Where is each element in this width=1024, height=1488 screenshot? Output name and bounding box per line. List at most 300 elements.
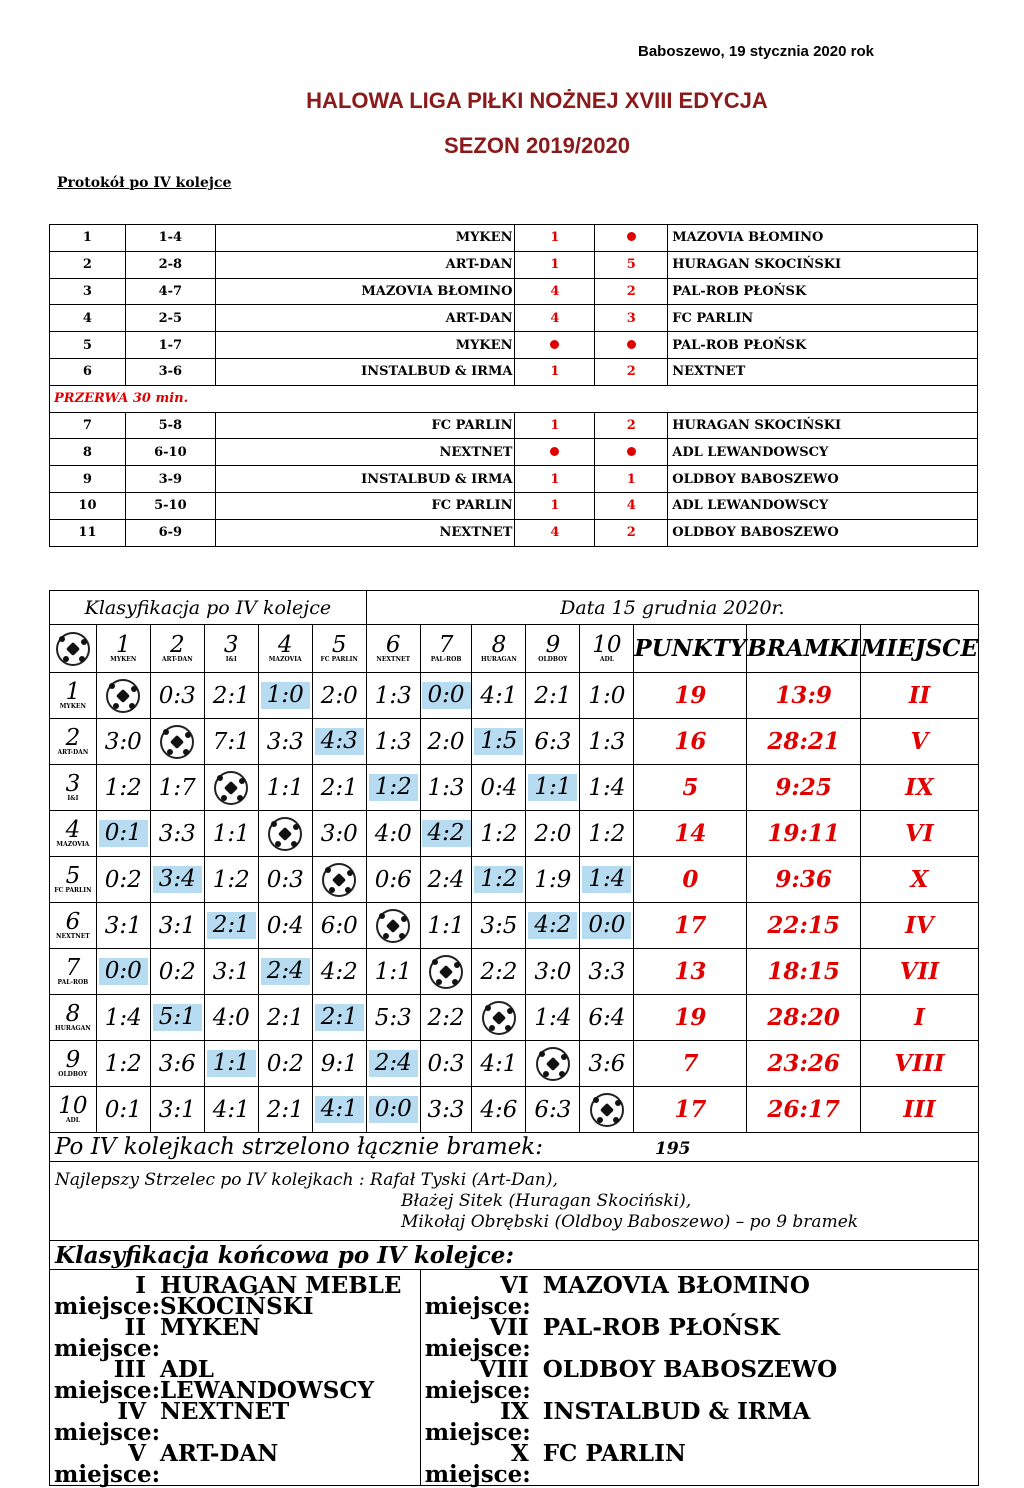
place-label: VIII miejsce: (424, 1356, 531, 1404)
score-value: 9:1 (320, 1050, 358, 1077)
soccer-ball-icon (590, 1093, 624, 1127)
column-team-abbr: ART-DAN (161, 656, 193, 663)
home-score: 4 (515, 278, 595, 305)
score-cell (204, 949, 258, 995)
score-cell (366, 1041, 420, 1087)
final-place-row (54, 1272, 420, 1320)
diagonal-cell (366, 903, 420, 949)
score-value: 3:1 (104, 912, 142, 939)
away-score (595, 225, 668, 252)
place-team: OLDBOY BABOSZEWO (542, 1356, 838, 1383)
place-cell: IV (860, 903, 978, 949)
place-label: VI miejsce: (424, 1272, 531, 1320)
document-date: Baboszewo, 19 stycznia 2020 rok (638, 43, 874, 60)
standings-row (50, 949, 979, 995)
score-cell (204, 673, 258, 719)
home-team: MYKEN (215, 225, 515, 252)
home-team: ART-DAN (215, 251, 515, 278)
score-cell (420, 673, 472, 719)
column-team-abbr: PAL-ROB (430, 656, 462, 663)
score-value: 5:1 (153, 1004, 202, 1032)
column-team-abbr: I&I (225, 656, 237, 663)
score-cell (312, 949, 366, 995)
away-team: ADL LEWANDOWSCY (668, 492, 978, 519)
score-cell (204, 1087, 258, 1133)
score-value: 4:0 (212, 1004, 250, 1031)
standings-row (50, 995, 979, 1041)
score-cell (580, 949, 634, 995)
score-value: 1:9 (534, 866, 572, 893)
score-value: 4:3 (315, 728, 364, 756)
home-score: 1 (515, 412, 595, 439)
score-cell (420, 857, 472, 903)
away-team: OLDBOY BABOSZEWO (668, 519, 978, 546)
score-value: 2:1 (207, 912, 256, 940)
diagonal-cell (96, 673, 150, 719)
away-score: 2 (595, 519, 668, 546)
final-place-row (54, 1398, 420, 1446)
match-pairing: 6-9 (125, 519, 215, 546)
away-score: 1 (595, 466, 668, 493)
away-score: 5 (595, 251, 668, 278)
points-cell: 5 (634, 765, 747, 811)
score-cell (96, 719, 150, 765)
match-row (50, 305, 978, 332)
score-cell (472, 765, 526, 811)
standings-row (50, 857, 979, 903)
match-number: 9 (50, 466, 126, 493)
column-team-number: 5 (331, 632, 347, 658)
score-value: 0:4 (480, 774, 518, 801)
score-value: 1:1 (266, 774, 304, 801)
goals-cell: 19:11 (747, 811, 861, 857)
zero-score-dot (627, 447, 636, 456)
goals-cell: 28:20 (747, 995, 861, 1041)
score-value: 1:2 (588, 820, 626, 847)
away-score: 4 (595, 492, 668, 519)
final-place-row (424, 1398, 978, 1446)
soccer-ball-icon (56, 632, 90, 666)
score-cell (312, 719, 366, 765)
row-team-abbr: MYKEN (59, 703, 86, 710)
place-cell: I (860, 995, 978, 1041)
score-value: 0:0 (422, 682, 471, 710)
score-value: 2:4 (369, 1050, 418, 1078)
score-cell (366, 719, 420, 765)
scorer-line-3: Mikołaj Obrębski (Oldboy Baboszewo) – po 9 bramek (401, 1211, 859, 1232)
place-label: IV miejsce: (54, 1398, 161, 1446)
score-cell (472, 1087, 526, 1133)
home-score (515, 332, 595, 359)
match-row (50, 225, 978, 252)
soccer-ball-icon (429, 955, 463, 989)
score-cell (366, 765, 420, 811)
row-team-number: 5 (65, 863, 81, 889)
match-pairing: 2-8 (125, 251, 215, 278)
column-header-team (258, 625, 312, 673)
score-cell (526, 995, 580, 1041)
score-value: 2:1 (320, 774, 358, 801)
score-value: 1:2 (104, 1050, 142, 1077)
score-value: 3:3 (588, 958, 626, 985)
score-cell (150, 673, 204, 719)
score-value: 3:1 (158, 912, 196, 939)
score-value: 7:1 (212, 728, 250, 755)
row-team-label (50, 811, 97, 857)
score-value: 3:3 (427, 1096, 465, 1123)
score-cell (580, 1041, 634, 1087)
match-number: 5 (50, 332, 126, 359)
score-cell (258, 949, 312, 995)
column-team-abbr: MYKEN (110, 656, 137, 663)
column-header-team (150, 625, 204, 673)
score-value: 1:1 (374, 958, 412, 985)
column-header-team (420, 625, 472, 673)
score-value: 1:4 (582, 866, 631, 894)
place-cell: VIII (860, 1041, 978, 1087)
score-value: 0:2 (266, 1050, 304, 1077)
standings-row (50, 673, 979, 719)
home-team: NEXTNET (215, 439, 515, 466)
final-place-row (54, 1314, 420, 1362)
away-score (595, 332, 668, 359)
diagonal-cell (472, 995, 526, 1041)
away-team: PAL-ROB PŁOŃSK (668, 278, 978, 305)
score-cell (472, 811, 526, 857)
score-value: 0:0 (369, 1096, 418, 1124)
home-score: 1 (515, 492, 595, 519)
score-cell (150, 811, 204, 857)
break-label: PRZERWA 30 min. (50, 385, 978, 412)
score-cell (580, 719, 634, 765)
score-value: 2:0 (427, 728, 465, 755)
diagonal-cell (420, 949, 472, 995)
column-header-team (526, 625, 580, 673)
scorer-line-1: Najlepszy Strzelec po IV kolejkach : Rafał Tyski (Art-Dan), (55, 1169, 558, 1190)
score-cell (526, 903, 580, 949)
row-team-label (50, 949, 97, 995)
score-cell (366, 995, 420, 1041)
place-team: MYKEN (160, 1314, 261, 1341)
points-cell: 7 (634, 1041, 747, 1087)
match-pairing: 1-7 (125, 332, 215, 359)
score-value: 4:1 (212, 1096, 250, 1123)
total-goals-row (50, 1133, 979, 1162)
score-cell (472, 1041, 526, 1087)
row-team-number: 1 (65, 679, 81, 705)
away-team: MAZOVIA BŁOMINO (668, 225, 978, 252)
score-value: 1:1 (207, 1050, 256, 1078)
diagonal-cell (526, 1041, 580, 1087)
row-team-number: 7 (65, 955, 81, 981)
score-value: 0:6 (374, 866, 412, 893)
column-team-number: 6 (385, 632, 401, 658)
score-value: 4:6 (480, 1096, 518, 1123)
place-cell: III (860, 1087, 978, 1133)
zero-score-dot (550, 447, 559, 456)
goals-cell: 28:21 (747, 719, 861, 765)
column-header-team (96, 625, 150, 673)
score-cell (472, 857, 526, 903)
soccer-ball-icon (214, 771, 248, 805)
match-pairing: 6-10 (125, 439, 215, 466)
column-team-number: 10 (592, 632, 622, 658)
diagonal-cell (204, 765, 258, 811)
score-cell (312, 811, 366, 857)
diagonal-cell (150, 719, 204, 765)
score-value: 1:3 (374, 728, 412, 755)
score-cell (312, 673, 366, 719)
match-number: 8 (50, 439, 126, 466)
place-team: NEXTNET (160, 1398, 290, 1425)
score-cell (258, 673, 312, 719)
match-pairing: 3-6 (125, 358, 215, 385)
match-results-table (49, 224, 978, 547)
final-place-row (54, 1440, 420, 1488)
score-value: 2:1 (266, 1004, 304, 1031)
place-label: V miejsce: (54, 1440, 161, 1488)
column-header-team (472, 625, 526, 673)
place-team: PAL-ROB PŁOŃSK (542, 1314, 780, 1341)
points-cell: 13 (634, 949, 747, 995)
home-score: 1 (515, 466, 595, 493)
score-cell (472, 949, 526, 995)
score-cell (204, 719, 258, 765)
score-cell (258, 903, 312, 949)
score-cell (96, 949, 150, 995)
score-value: 0:3 (266, 866, 304, 893)
score-value: 1:7 (158, 774, 196, 801)
place-cell: VII (860, 949, 978, 995)
score-cell (472, 903, 526, 949)
away-score: 2 (595, 358, 668, 385)
score-value: 6:0 (320, 912, 358, 939)
score-value: 6:3 (534, 728, 572, 755)
score-cell (472, 719, 526, 765)
score-cell (96, 995, 150, 1041)
match-row (50, 519, 978, 546)
row-team-label (50, 719, 97, 765)
score-cell (96, 811, 150, 857)
match-number: 1 (50, 225, 126, 252)
score-cell (580, 857, 634, 903)
score-cell (312, 765, 366, 811)
goals-cell: 23:26 (747, 1041, 861, 1087)
score-value: 4:1 (480, 682, 518, 709)
score-cell (366, 811, 420, 857)
away-score: 3 (595, 305, 668, 332)
final-right-column (420, 1270, 978, 1486)
score-cell (258, 1087, 312, 1133)
home-score: 1 (515, 358, 595, 385)
column-team-number: 4 (277, 632, 293, 658)
match-pairing: 4-7 (125, 278, 215, 305)
match-number: 2 (50, 251, 126, 278)
match-row (50, 466, 978, 493)
row-team-abbr: MAZOVIA (56, 841, 90, 848)
row-team-label (50, 903, 97, 949)
away-team: NEXTNET (668, 358, 978, 385)
match-row (50, 358, 978, 385)
diagonal-cell (580, 1087, 634, 1133)
standings-row (50, 903, 979, 949)
home-team: INSTALBUD & IRMA (215, 358, 515, 385)
match-number: 11 (50, 519, 126, 546)
away-team: HURAGAN SKOCIŃSKI (668, 412, 978, 439)
score-cell (150, 1041, 204, 1087)
place-label: II miejsce: (54, 1314, 161, 1362)
score-value: 4:2 (528, 912, 577, 940)
score-value: 3:6 (158, 1050, 196, 1077)
break-row (50, 385, 978, 412)
match-number: 6 (50, 358, 126, 385)
score-cell (96, 1041, 150, 1087)
score-value: 1:2 (212, 866, 250, 893)
standings-row (50, 719, 979, 765)
score-cell (258, 1041, 312, 1087)
score-cell (420, 1041, 472, 1087)
soccer-ball-icon (322, 863, 356, 897)
score-value: 0:1 (99, 820, 148, 848)
place-cell: X (860, 857, 978, 903)
goals-cell: 9:36 (747, 857, 861, 903)
header-ball-icon (50, 625, 97, 673)
soccer-ball-icon (536, 1047, 570, 1081)
match-pairing: 1-4 (125, 225, 215, 252)
column-header-goals: BRAMKI (747, 625, 861, 673)
league-title: HALOWA LIGA PIŁKI NOŻNEJ XVIII EDYCJA (306, 88, 768, 113)
scorer-line-2: Błażej Sitek (Huragan Skociński), (401, 1190, 692, 1211)
score-cell (366, 673, 420, 719)
score-value: 6:3 (534, 1096, 572, 1123)
score-cell (580, 673, 634, 719)
score-value: 2:0 (320, 682, 358, 709)
place-label: IX miejsce: (424, 1398, 531, 1446)
score-value: 6:4 (588, 1004, 626, 1031)
match-number: 3 (50, 278, 126, 305)
score-cell (312, 1041, 366, 1087)
score-cell (312, 903, 366, 949)
column-header-team (312, 625, 366, 673)
place-cell: IX (860, 765, 978, 811)
score-value: 2:1 (315, 1004, 364, 1032)
points-cell: 16 (634, 719, 747, 765)
match-row (50, 412, 978, 439)
standings-table (49, 590, 979, 1486)
home-team: ART-DAN (215, 305, 515, 332)
final-place-row (424, 1314, 978, 1362)
match-pairing: 3-9 (125, 466, 215, 493)
score-value: 1:2 (369, 774, 418, 802)
column-header-place: MIEJSCE (860, 625, 978, 673)
protocol-heading: Protokół po IV kolejce (57, 175, 232, 191)
score-value: 3:4 (153, 866, 202, 894)
soccer-ball-icon (482, 1001, 516, 1035)
score-cell (580, 811, 634, 857)
column-team-number: 3 (223, 632, 239, 658)
score-cell (526, 949, 580, 995)
score-value: 1:4 (534, 1004, 572, 1031)
match-number: 4 (50, 305, 126, 332)
score-value: 3:6 (588, 1050, 626, 1077)
home-team: FC PARLIN (215, 412, 515, 439)
column-header-points: PUNKTY (634, 625, 747, 673)
row-team-abbr: OLDBOY (58, 1071, 88, 1078)
diagonal-cell (312, 857, 366, 903)
score-value: 3:1 (158, 1096, 196, 1123)
score-cell (96, 1087, 150, 1133)
row-team-abbr: FC PARLIN (54, 887, 92, 894)
score-value: 2:1 (212, 682, 250, 709)
score-value: 0:0 (582, 912, 631, 940)
home-score: 4 (515, 519, 595, 546)
standings-row (50, 765, 979, 811)
score-value: 1:0 (588, 682, 626, 709)
column-team-number: 7 (438, 632, 454, 658)
final-classification-title: Klasyfikacja końcowa po IV kolejce: (50, 1241, 979, 1270)
row-team-abbr: ADL (65, 1117, 80, 1124)
place-label: I miejsce: (54, 1272, 161, 1320)
score-value: 0:3 (427, 1050, 465, 1077)
score-cell (312, 1087, 366, 1133)
soccer-ball-icon (106, 679, 140, 713)
score-cell (580, 995, 634, 1041)
final-left-column (50, 1270, 421, 1486)
home-team: MYKEN (215, 332, 515, 359)
score-cell (204, 811, 258, 857)
row-team-number: 10 (58, 1093, 88, 1119)
score-value: 3:0 (104, 728, 142, 755)
home-score: 1 (515, 225, 595, 252)
score-cell (258, 765, 312, 811)
score-value: 4:1 (480, 1050, 518, 1077)
points-cell: 14 (634, 811, 747, 857)
place-label: III miejsce: (54, 1356, 161, 1404)
score-value: 2:2 (427, 1004, 465, 1031)
score-cell (258, 857, 312, 903)
home-team: NEXTNET (215, 519, 515, 546)
home-score: 1 (515, 251, 595, 278)
row-team-number: 2 (65, 725, 81, 751)
score-cell (150, 1087, 204, 1133)
score-value: 3:0 (320, 820, 358, 847)
score-cell (526, 673, 580, 719)
score-value: 0:2 (104, 866, 142, 893)
score-cell (420, 765, 472, 811)
score-value: 2:4 (261, 958, 310, 986)
score-value: 2:1 (534, 682, 572, 709)
score-cell (526, 1087, 580, 1133)
standings-row (50, 811, 979, 857)
score-value: 0:1 (104, 1096, 142, 1123)
row-team-number: 8 (65, 1001, 81, 1027)
home-team: MAZOVIA BŁOMINO (215, 278, 515, 305)
score-value: 2:4 (427, 866, 465, 893)
score-cell (150, 995, 204, 1041)
row-team-abbr: I&I (67, 795, 79, 802)
column-team-abbr: FC PARLIN (320, 656, 358, 663)
match-number: 7 (50, 412, 126, 439)
match-row (50, 332, 978, 359)
score-value: 1:3 (427, 774, 465, 801)
match-number: 10 (50, 492, 126, 519)
score-value: 1:3 (374, 682, 412, 709)
score-cell (204, 857, 258, 903)
away-team: ADL LEWANDOWSCY (668, 439, 978, 466)
score-cell (204, 903, 258, 949)
place-team: FC PARLIN (542, 1440, 686, 1467)
place-team: MAZOVIA BŁOMINO (542, 1272, 810, 1299)
